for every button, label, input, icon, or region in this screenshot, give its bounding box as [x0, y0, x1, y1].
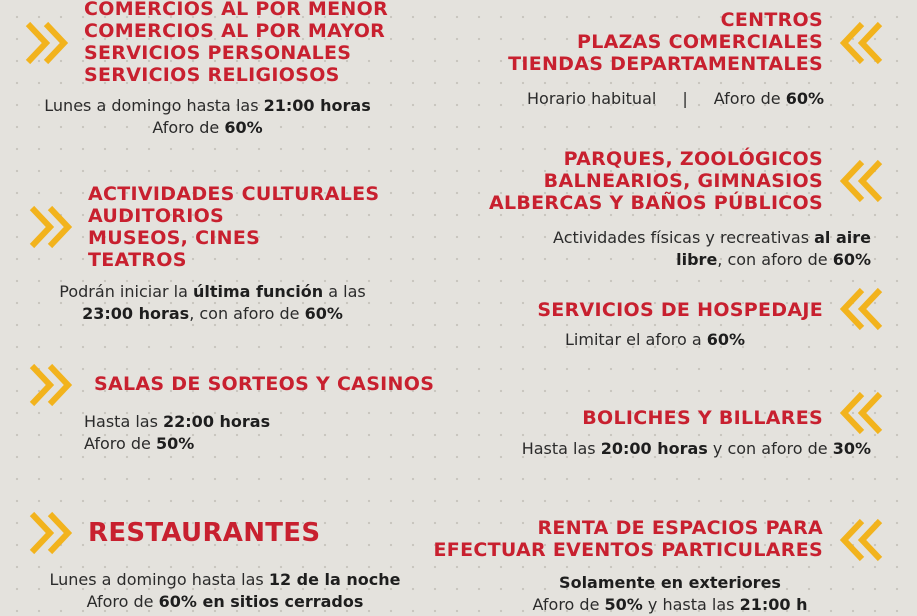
parques-title: [489, 148, 823, 214]
double-chevron-icon: [26, 360, 76, 410]
renta-details: [470, 572, 870, 616]
parques-bold: libre: [676, 250, 718, 269]
restaurantes-capacity-text: Aforo de: [86, 592, 159, 611]
renta-title: [434, 517, 823, 561]
parques-line-2: [553, 249, 871, 271]
culturales-text: a las: [323, 282, 366, 301]
boliches-title: BOLICHES Y BILLARES: [582, 407, 823, 429]
double-chevron-icon: [26, 508, 76, 558]
culturales-title-line: MUSEOS, CINES: [88, 227, 261, 249]
double-chevron-icon: [836, 284, 886, 334]
parques-text: Actividades físicas y recreativas: [553, 228, 815, 247]
comercios-hours-text: Lunes a domingo hasta las: [44, 96, 264, 115]
culturales-title-line: AUDITORIOS: [88, 205, 225, 227]
centros-details: [527, 88, 824, 110]
comercios-details: [10, 95, 405, 139]
restaurantes-details: [20, 569, 430, 613]
centros-capacity-text: Aforo de: [713, 89, 786, 108]
renta-line-2: [470, 594, 870, 616]
casinos-capacity-text: Aforo de: [84, 434, 156, 453]
parques-details: [553, 227, 871, 271]
comercios-title-line: COMERCIOS AL POR MAYOR: [84, 20, 386, 42]
parques-title-line: PARQUES, ZOOLÓGICOS: [563, 148, 823, 170]
renta-line-1: [470, 572, 870, 594]
parques-capacity-value: 60%: [832, 250, 871, 269]
culturales-title-line: TEATROS: [88, 249, 187, 271]
centros-capacity-value: 60%: [785, 89, 824, 108]
double-chevron-icon: [836, 388, 886, 438]
restaurantes-capacity-value: 60% en sitios cerrados: [158, 592, 364, 611]
parques-title-line: BALNEARIOS, GIMNASIOS: [543, 170, 823, 192]
parques-line-1: [553, 227, 871, 249]
restaurantes-hours: [20, 569, 430, 591]
renta-capacity-value: 50%: [604, 595, 643, 614]
casinos-capacity: [84, 433, 270, 455]
double-chevron-icon: [836, 18, 886, 68]
casinos-title: SALAS DE SORTEOS Y CASINOS: [94, 373, 435, 395]
comercios-capacity: [10, 117, 405, 139]
culturales-capacity-value: 60%: [304, 304, 343, 323]
casinos-capacity-value: 50%: [155, 434, 195, 453]
centros-title-line: PLAZAS COMERCIALES: [576, 31, 823, 53]
renta-text: y hasta las: [642, 595, 740, 614]
boliches-text: Hasta las: [521, 439, 601, 458]
double-chevron-icon: [836, 156, 886, 206]
comercios-title-line: SERVICIOS RELIGIOSOS: [84, 64, 340, 86]
restaurantes-capacity: [20, 591, 430, 613]
comercios-title: [84, 0, 388, 86]
double-chevron-icon: [22, 18, 72, 68]
comercios-capacity-value: 60%: [224, 118, 263, 137]
comercios-hours: [10, 95, 405, 117]
renta-text: Aforo de: [532, 595, 605, 614]
comercios-title-line: COMERCIOS AL POR MENOR: [84, 0, 388, 20]
parques-title-line: ALBERCAS Y BAÑOS PÚBLICOS: [488, 192, 823, 214]
centros-title-line: CENTROS: [720, 9, 823, 31]
comercios-title-line: SERVICIOS PERSONALES: [84, 42, 352, 64]
culturales-line-1: [15, 281, 410, 303]
restaurantes-hours-text: Lunes a domingo hasta las: [49, 570, 269, 589]
boliches-hours-value: 20:00 horas: [600, 439, 708, 458]
culturales-hours-value: 23:00 horas: [82, 304, 190, 323]
restaurantes-hours-value: 12 de la noche: [268, 570, 401, 589]
culturales-title-line: ACTIVIDADES CULTURALES: [88, 183, 380, 205]
parques-text: , con aforo de: [717, 250, 833, 269]
casinos-details: [84, 411, 270, 455]
casinos-hours: [84, 411, 270, 433]
centros-separator: |: [682, 89, 688, 108]
hospedaje-title: SERVICIOS DE HOSPEDAJE: [537, 299, 823, 321]
centros-hours-text: Horario habitual: [527, 89, 657, 108]
casinos-hours-text: Hasta las: [84, 412, 164, 431]
culturales-text: Podrán iniciar la: [59, 282, 193, 301]
centros-title-line: TIENDAS DEPARTAMENTALES: [508, 53, 823, 75]
renta-exteriores: Solamente en exteriores: [559, 573, 781, 592]
boliches-details: [522, 438, 871, 460]
comercios-capacity-text: Aforo de: [152, 118, 225, 137]
culturales-title: [88, 183, 379, 271]
casinos-hours-value: 22:00 horas: [163, 412, 271, 431]
hospedaje-text: Limitar el aforo a: [565, 330, 707, 349]
renta-hours-value: 21:00 h: [739, 595, 808, 614]
boliches-text: y con aforo de: [707, 439, 833, 458]
renta-title-line: RENTA DE ESPACIOS PARA: [537, 517, 823, 539]
culturales-bold: última función: [193, 282, 324, 301]
renta-title-line: EFECTUAR EVENTOS PARTICULARES: [433, 539, 823, 561]
culturales-text: , con aforo de: [189, 304, 305, 323]
boliches-capacity-value: 30%: [832, 439, 871, 458]
centros-title: [508, 9, 823, 75]
comercios-hours-value: 21:00 horas: [263, 96, 371, 115]
double-chevron-icon: [836, 515, 886, 565]
restaurantes-title: RESTAURANTES: [88, 518, 321, 548]
hospedaje-capacity-value: 60%: [706, 330, 746, 349]
hospedaje-details: [565, 329, 745, 351]
double-chevron-icon: [26, 202, 76, 252]
culturales-details: [15, 281, 410, 325]
culturales-line-2: [15, 303, 410, 325]
parques-bold: al aire: [814, 228, 871, 247]
